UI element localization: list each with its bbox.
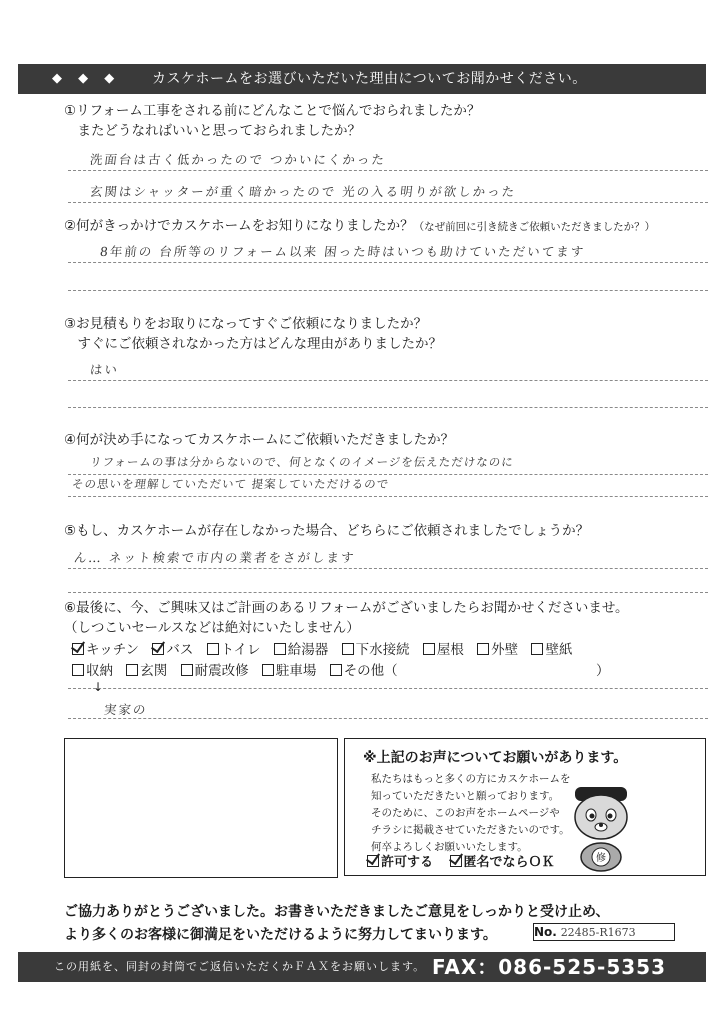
option-kitchen[interactable]: キッチン bbox=[72, 642, 139, 658]
footer-bar bbox=[18, 952, 706, 982]
notice-body-line: そのために、このお声をホームページや bbox=[371, 807, 560, 819]
permission-options bbox=[367, 851, 555, 870]
checkbox-icon[interactable] bbox=[181, 664, 193, 676]
thanks-message bbox=[64, 901, 609, 947]
answer-6-line-1: 実家の bbox=[103, 702, 149, 717]
option-bath[interactable]: バス bbox=[152, 642, 193, 658]
checkbox-icon[interactable] bbox=[207, 643, 219, 655]
notice-body-line: 知っていただきたいと願っております。 bbox=[371, 790, 560, 802]
thanks-line-1: ご協力ありがとうございました。お書きいただきましたご意見をしっかりと受け止め、 bbox=[64, 904, 610, 920]
question-6 bbox=[64, 598, 629, 638]
question-4 bbox=[64, 430, 454, 450]
answer-line bbox=[68, 202, 708, 203]
option-other[interactable]: その他（ bbox=[330, 663, 398, 679]
checkbox-checked-icon[interactable] bbox=[72, 643, 84, 655]
checkbox-icon[interactable] bbox=[126, 664, 138, 676]
answer-line bbox=[68, 568, 708, 569]
checkbox-icon[interactable] bbox=[531, 643, 543, 655]
answer-line bbox=[68, 592, 708, 593]
option-entrance[interactable]: 玄関 bbox=[126, 663, 167, 679]
notice-body-line: 何卒よろしくお願いいたします。 bbox=[371, 841, 528, 853]
checkbox-icon[interactable] bbox=[262, 664, 274, 676]
question-2-line-1: ②何がきっかけでカスケホームをお知りになりましたか？ bbox=[64, 218, 414, 234]
answer-line bbox=[68, 380, 708, 381]
form-title: カスケホームをお選びいただいた理由についてお聞かせください。 bbox=[152, 71, 587, 87]
diamond-icons: ◆ ◆ ◆ bbox=[52, 71, 121, 86]
answer-line bbox=[68, 170, 708, 171]
notice-body bbox=[371, 771, 571, 856]
option-seismic[interactable]: 耐震改修 bbox=[181, 663, 249, 679]
header-bar bbox=[18, 64, 706, 94]
checkbox-checked-icon[interactable] bbox=[152, 643, 164, 655]
footer-instruction: この用紙を、同封の封筒でご返信いただくかＦＡＸをお願いします。 bbox=[54, 960, 426, 973]
question-3-line-2: すぐにご依頼されなかった方はどんな理由がありましたか？ bbox=[64, 336, 442, 352]
notice-body-line: チラシに掲載させていただきたいのです。 bbox=[371, 824, 570, 836]
option-exterior-wall[interactable]: 外壁 bbox=[477, 642, 518, 658]
checkbox-icon[interactable] bbox=[342, 643, 354, 655]
question-1-line-1: ①リフォーム工事をされる前にどんなことで悩んでおられましたか？ bbox=[64, 103, 481, 119]
answer-line bbox=[68, 718, 708, 719]
arrow-down-icon: ↓ bbox=[93, 680, 104, 694]
question-5 bbox=[64, 521, 589, 541]
answer-2-line-1: 8年前の 台所等のリフォーム以来 困った時はいつも助けていただいてます bbox=[99, 244, 587, 259]
notice-body-line: 私たちはもっと多くの方にカスケホームを bbox=[371, 773, 571, 785]
question-1 bbox=[64, 101, 480, 141]
answer-line bbox=[68, 407, 708, 408]
answer-line bbox=[68, 474, 708, 475]
checkbox-icon[interactable] bbox=[330, 664, 342, 676]
free-comment-box bbox=[64, 738, 338, 878]
question-3 bbox=[64, 314, 442, 354]
option-wallpaper[interactable]: 壁紙 bbox=[531, 642, 572, 658]
answer-5-line-1: ん… ネット検索で市内の業者をさがします bbox=[73, 550, 357, 565]
mascot-badge: 修 bbox=[596, 853, 606, 864]
fax-number: FAX：086-525-5353 bbox=[431, 955, 666, 979]
checkbox-checked-icon[interactable] bbox=[450, 855, 462, 867]
notice-title: ※上記のお声についてお願いがあります。 bbox=[363, 750, 628, 766]
question-3-line-1: ③お見積もりをお取りになってすぐご依頼になりましたか？ bbox=[64, 316, 428, 332]
question-4-line-1: ④何が決め手になってカスケホームにご依頼いただきましたか？ bbox=[64, 432, 455, 448]
checkbox-checked-icon[interactable] bbox=[367, 855, 379, 867]
checkbox-icon[interactable] bbox=[72, 664, 84, 676]
answer-line bbox=[68, 496, 708, 497]
option-other-close: ） bbox=[596, 663, 610, 679]
question-6-line-2: （しつこいセールスなどは絶対にいたしません） bbox=[64, 620, 360, 636]
answer-4-line-2: その思いを理解していただいて 提案していただけるので bbox=[71, 477, 390, 491]
checkbox-icon[interactable] bbox=[477, 643, 489, 655]
option-sewer[interactable]: 下水接続 bbox=[342, 642, 410, 658]
option-storage[interactable]: 収納 bbox=[72, 663, 113, 679]
option-permit[interactable]: 許可する bbox=[367, 855, 433, 870]
question-5-line-1: ⑤もし、カスケホームが存在しなかった場合、どちらにご依頼されましたでしょうか？ bbox=[64, 523, 590, 539]
option-toilet[interactable]: トイレ bbox=[207, 642, 261, 658]
answer-line bbox=[68, 290, 708, 291]
answer-1-line-1: 洗面台は古く低かったので つかいにくかった bbox=[89, 152, 387, 167]
question-1-line-2: またどうなればいいと思っておられましたか？ bbox=[64, 123, 361, 139]
question-2 bbox=[64, 216, 655, 237]
reference-number bbox=[533, 923, 675, 941]
answer-3-line-1: はい bbox=[89, 362, 120, 377]
question-6-line-1: ⑥最後に、今、ご興味又はご計画のあるリフォームがございましたらお聞かせくださいませ。 bbox=[64, 600, 629, 616]
option-anonymous[interactable]: 匿名でならＯＫ bbox=[450, 855, 555, 870]
notice-box bbox=[344, 738, 706, 876]
option-roof[interactable]: 屋根 bbox=[423, 642, 464, 658]
answer-line bbox=[68, 262, 708, 263]
reference-number-value: 22485-R1673 bbox=[560, 926, 636, 939]
interest-row-2 bbox=[72, 661, 407, 681]
checkbox-icon[interactable] bbox=[274, 643, 286, 655]
option-parking[interactable]: 駐車場 bbox=[262, 663, 317, 679]
mascot-icon bbox=[567, 783, 635, 873]
interest-row-1 bbox=[72, 640, 581, 660]
reference-number-label: No. bbox=[534, 925, 557, 939]
answer-1-line-2: 玄関はシャッターが重く暗かったので 光の入る明りが欲しかった bbox=[89, 184, 517, 199]
checkbox-icon[interactable] bbox=[423, 643, 435, 655]
answer-line bbox=[68, 688, 708, 689]
answer-4-line-1: リフォームの事は分からないので、何となくのイメージを伝えただけなのに bbox=[89, 455, 515, 469]
option-water-heater[interactable]: 給湯器 bbox=[274, 642, 329, 658]
question-2-note: （なぜ前回に引き続きご依頼いただきましたか？） bbox=[413, 221, 656, 233]
thanks-line-2: より多くのお客様に御満足をいただけるように努力してまいります。 bbox=[64, 927, 497, 943]
